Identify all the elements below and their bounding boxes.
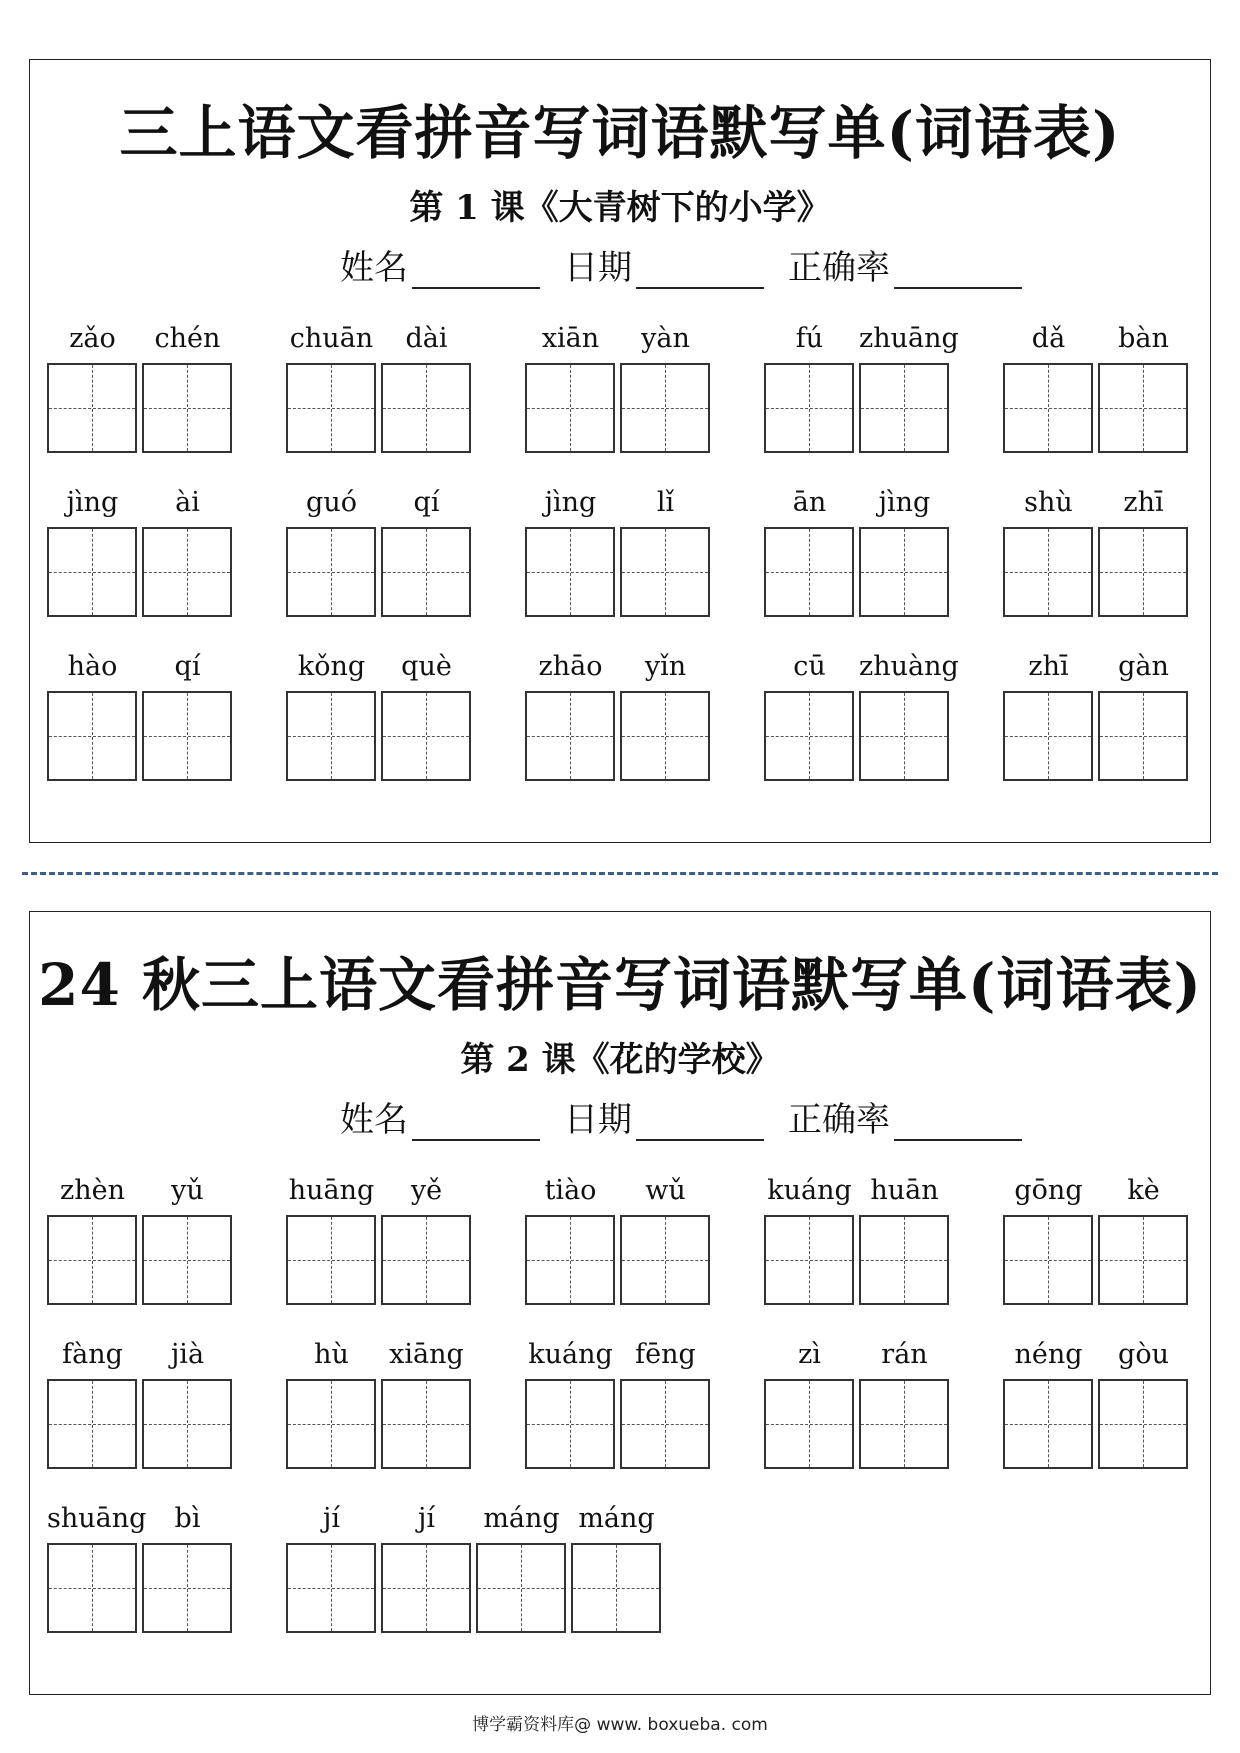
writing-box[interactable] (1098, 691, 1188, 781)
writing-box[interactable] (381, 1379, 471, 1469)
word-group (764, 1172, 954, 1336)
pinyin-label: huāng (288, 1175, 375, 1206)
writing-box[interactable] (764, 1379, 854, 1469)
writing-box[interactable] (476, 1543, 566, 1633)
word-group (1003, 484, 1193, 648)
pinyin-label: jí (322, 1503, 340, 1534)
footer-watermark: 博学霸资料库@ www. boxueba. com (472, 1715, 768, 1735)
writing-box[interactable] (1098, 527, 1188, 617)
writing-box[interactable] (764, 691, 854, 781)
writing-box[interactable] (620, 363, 710, 453)
pinyin-label: kuáng (767, 1175, 852, 1206)
word-group (47, 484, 237, 648)
character-cell (525, 1172, 616, 1336)
character-cell (286, 484, 377, 648)
character-cell (764, 648, 855, 812)
pinyin-label: fú (795, 323, 824, 354)
character-cell (476, 1500, 567, 1664)
writing-box[interactable] (47, 691, 137, 781)
writing-box[interactable] (381, 1543, 471, 1633)
pinyin-label: rán (881, 1339, 928, 1370)
date-field[interactable] (564, 1092, 764, 1141)
writing-box[interactable] (286, 527, 376, 617)
pinyin-label: zhāo (538, 651, 603, 682)
word-row (47, 484, 1187, 648)
pinyin-label: yě (410, 1175, 443, 1206)
accuracy-field[interactable] (788, 1092, 1022, 1141)
writing-box[interactable] (381, 691, 471, 781)
writing-box[interactable] (525, 691, 615, 781)
writing-box[interactable] (525, 527, 615, 617)
pinyin-label: xiāng (389, 1339, 464, 1370)
character-cell (142, 320, 233, 484)
word-group (525, 1172, 715, 1336)
word-row (47, 1336, 1187, 1500)
writing-box[interactable] (1003, 1215, 1093, 1305)
pinyin-label: néng (1014, 1339, 1083, 1370)
pinyin-label: fàng (62, 1339, 123, 1370)
writing-box[interactable] (381, 363, 471, 453)
writing-box[interactable] (381, 527, 471, 617)
writing-box[interactable] (571, 1543, 661, 1633)
character-cell (381, 1500, 472, 1664)
accuracy-blank[interactable] (894, 257, 1022, 289)
writing-box[interactable] (859, 1379, 949, 1469)
character-cell (381, 648, 472, 812)
character-cell (47, 1336, 138, 1500)
cut-line (22, 872, 1218, 875)
pinyin-label: cū (793, 651, 826, 682)
pinyin-label: guó (306, 487, 357, 518)
pinyin-label: zhī (1123, 487, 1164, 518)
writing-box[interactable] (286, 1215, 376, 1305)
writing-box[interactable] (1098, 1215, 1188, 1305)
date-blank[interactable] (636, 1109, 764, 1141)
word-grid (47, 1172, 1187, 1664)
student-info-line (340, 1092, 1046, 1141)
character-cell (381, 484, 472, 648)
writing-box[interactable] (381, 1215, 471, 1305)
writing-box[interactable] (764, 527, 854, 617)
writing-box[interactable] (286, 1379, 376, 1469)
date-blank[interactable] (636, 257, 764, 289)
word-group (764, 320, 959, 484)
character-cell (1003, 1336, 1094, 1500)
pinyin-label: máng (483, 1503, 560, 1534)
pinyin-label: huān (870, 1175, 939, 1206)
character-cell (859, 1336, 950, 1500)
writing-box[interactable] (620, 691, 710, 781)
word-group (764, 484, 954, 648)
pinyin-label: zǎo (69, 323, 116, 354)
writing-box[interactable] (142, 691, 232, 781)
pinyin-label: hù (314, 1339, 349, 1370)
pinyin-label: qí (174, 651, 201, 682)
name-label: 姓名 (340, 248, 408, 288)
writing-box[interactable] (286, 1543, 376, 1633)
character-cell (525, 1336, 616, 1500)
pinyin-label: jí (417, 1503, 435, 1534)
writing-box[interactable] (525, 1379, 615, 1469)
writing-box[interactable] (1003, 363, 1093, 453)
pinyin-label: dǎ (1031, 323, 1066, 354)
pinyin-label: jìng (544, 487, 597, 518)
word-group (47, 648, 237, 812)
pinyin-label: zì (798, 1339, 821, 1370)
word-group (47, 1500, 237, 1664)
character-cell (620, 484, 711, 648)
pinyin-label: kuáng (528, 1339, 613, 1370)
word-row (47, 648, 1187, 812)
pinyin-label: zhuàng (859, 651, 959, 682)
writing-box[interactable] (859, 691, 949, 781)
worksheet-title: 24 秋三上语文看拼音写词语默写单(词语表) (38, 951, 1202, 1019)
word-group (1003, 1336, 1193, 1500)
pinyin-label: ài (175, 487, 200, 518)
writing-box[interactable] (525, 1215, 615, 1305)
character-cell (620, 320, 711, 484)
pinyin-label: shuāng (47, 1503, 147, 1534)
pinyin-label: xiān (541, 323, 600, 354)
word-grid (47, 320, 1187, 812)
pinyin-label: bì (174, 1503, 201, 1534)
date-label: 日期 (564, 248, 632, 288)
accuracy-field[interactable] (788, 240, 1022, 289)
name-blank[interactable] (412, 1109, 540, 1141)
writing-box[interactable] (859, 363, 949, 453)
pinyin-label: ān (792, 487, 827, 518)
pinyin-label: jìng (66, 487, 119, 518)
pinyin-label: zhī (1028, 651, 1069, 682)
writing-box[interactable] (620, 1215, 710, 1305)
worksheet-title: 三上语文看拼音写词语默写单(词语表) (119, 99, 1121, 167)
character-cell (1098, 1336, 1189, 1500)
character-cell (859, 320, 959, 484)
worksheet-2 (29, 911, 1211, 1695)
writing-box[interactable] (142, 1379, 232, 1469)
pinyin-label: chén (154, 323, 221, 354)
character-cell (286, 1172, 377, 1336)
writing-box[interactable] (1098, 363, 1188, 453)
pinyin-label: wǔ (645, 1175, 686, 1206)
character-cell (1003, 320, 1094, 484)
pinyin-label: chuān (289, 323, 374, 354)
character-cell (47, 484, 138, 648)
word-group (525, 320, 715, 484)
writing-box[interactable] (764, 1215, 854, 1305)
pinyin-label: máng (578, 1503, 655, 1534)
character-cell (286, 320, 377, 484)
word-group (47, 1336, 237, 1500)
character-cell (286, 1500, 377, 1664)
accuracy-label: 正确率 (788, 248, 890, 288)
writing-box[interactable] (859, 1215, 949, 1305)
character-cell (1003, 1172, 1094, 1336)
pinyin-label: lǐ (656, 487, 675, 518)
character-cell (620, 1172, 711, 1336)
writing-box[interactable] (1003, 691, 1093, 781)
character-cell (381, 320, 472, 484)
character-cell (286, 648, 377, 812)
name-field[interactable] (340, 1092, 540, 1141)
character-cell (47, 648, 138, 812)
character-cell (1098, 1172, 1189, 1336)
worksheet-1 (29, 59, 1211, 843)
writing-box[interactable] (286, 363, 376, 453)
writing-box[interactable] (1003, 527, 1093, 617)
character-cell (620, 648, 711, 812)
word-row (47, 1172, 1187, 1336)
pinyin-label: yàn (641, 323, 690, 354)
word-group (764, 1336, 954, 1500)
character-cell (286, 1336, 377, 1500)
pinyin-label: tiào (544, 1175, 597, 1206)
pinyin-label: gòu (1118, 1339, 1169, 1370)
pinyin-label: bàn (1118, 323, 1169, 354)
character-cell (859, 1172, 950, 1336)
word-group (525, 1336, 715, 1500)
writing-box[interactable] (142, 1215, 232, 1305)
pinyin-label: zhuāng (859, 323, 959, 354)
character-cell (142, 1172, 233, 1336)
accuracy-label: 正确率 (788, 1100, 890, 1140)
date-field[interactable] (564, 240, 764, 289)
character-cell (525, 648, 616, 812)
character-cell (142, 1500, 233, 1664)
character-cell (1098, 320, 1189, 484)
character-cell (764, 1336, 855, 1500)
character-cell (47, 1500, 147, 1664)
character-cell (142, 484, 233, 648)
character-cell (1003, 648, 1094, 812)
pinyin-label: kǒng (297, 651, 366, 682)
writing-box[interactable] (47, 363, 137, 453)
writing-box[interactable] (142, 1543, 232, 1633)
writing-box[interactable] (764, 363, 854, 453)
pinyin-label: fēng (635, 1339, 696, 1370)
pinyin-label: yǔ (171, 1175, 204, 1206)
character-cell (571, 1500, 662, 1664)
pinyin-label: gàn (1118, 651, 1169, 682)
writing-box[interactable] (142, 363, 232, 453)
character-cell (381, 1172, 472, 1336)
writing-box[interactable] (1003, 1379, 1093, 1469)
name-label: 姓名 (340, 1100, 408, 1140)
writing-box[interactable] (1098, 1379, 1188, 1469)
pinyin-label: gōng (1014, 1175, 1083, 1206)
character-cell (764, 320, 855, 484)
pinyin-label: jià (170, 1339, 205, 1370)
pinyin-label: dài (405, 323, 448, 354)
word-group (286, 1172, 476, 1336)
writing-box[interactable] (620, 1379, 710, 1469)
writing-box[interactable] (47, 1543, 137, 1633)
word-group (286, 320, 476, 484)
writing-box[interactable] (47, 1379, 137, 1469)
character-cell (525, 484, 616, 648)
word-group (764, 648, 959, 812)
pinyin-label: qí (413, 487, 440, 518)
word-group (286, 648, 476, 812)
pinyin-label: jìng (878, 487, 931, 518)
lesson-title: 第 2 课《花的学校》 (460, 1040, 780, 1080)
character-cell (1003, 484, 1094, 648)
word-group (1003, 648, 1193, 812)
writing-box[interactable] (525, 363, 615, 453)
writing-box[interactable] (47, 527, 137, 617)
character-cell (1098, 648, 1189, 812)
word-group (1003, 1172, 1193, 1336)
word-group (525, 484, 715, 648)
date-label: 日期 (564, 1100, 632, 1140)
character-cell (859, 648, 959, 812)
lesson-title: 第 1 课《大青树下的小学》 (409, 188, 831, 228)
character-cell (764, 484, 855, 648)
word-group (525, 648, 715, 812)
pinyin-label: hào (67, 651, 118, 682)
character-cell (47, 320, 138, 484)
word-group (286, 1500, 666, 1664)
student-info-line (340, 240, 1046, 289)
character-cell (859, 484, 950, 648)
word-row (47, 320, 1187, 484)
writing-box[interactable] (47, 1215, 137, 1305)
pinyin-label: què (401, 651, 452, 682)
pinyin-label: yǐn (644, 651, 687, 682)
word-group (1003, 320, 1193, 484)
pinyin-label: shù (1024, 487, 1073, 518)
writing-box[interactable] (286, 691, 376, 781)
character-cell (47, 1172, 138, 1336)
word-group (47, 1172, 237, 1336)
character-cell (764, 1172, 855, 1336)
writing-box[interactable] (142, 527, 232, 617)
character-cell (142, 648, 233, 812)
pinyin-label: zhèn (60, 1175, 125, 1206)
pinyin-label: kè (1127, 1175, 1160, 1206)
word-group (47, 320, 237, 484)
character-cell (620, 1336, 711, 1500)
name-blank[interactable] (412, 257, 540, 289)
accuracy-blank[interactable] (894, 1109, 1022, 1141)
character-cell (525, 320, 616, 484)
word-group (286, 1336, 476, 1500)
character-cell (142, 1336, 233, 1500)
writing-box[interactable] (620, 527, 710, 617)
writing-box[interactable] (859, 527, 949, 617)
word-group (286, 484, 476, 648)
word-row (47, 1500, 1187, 1664)
character-cell (381, 1336, 472, 1500)
character-cell (1098, 484, 1189, 648)
name-field[interactable] (340, 240, 540, 289)
